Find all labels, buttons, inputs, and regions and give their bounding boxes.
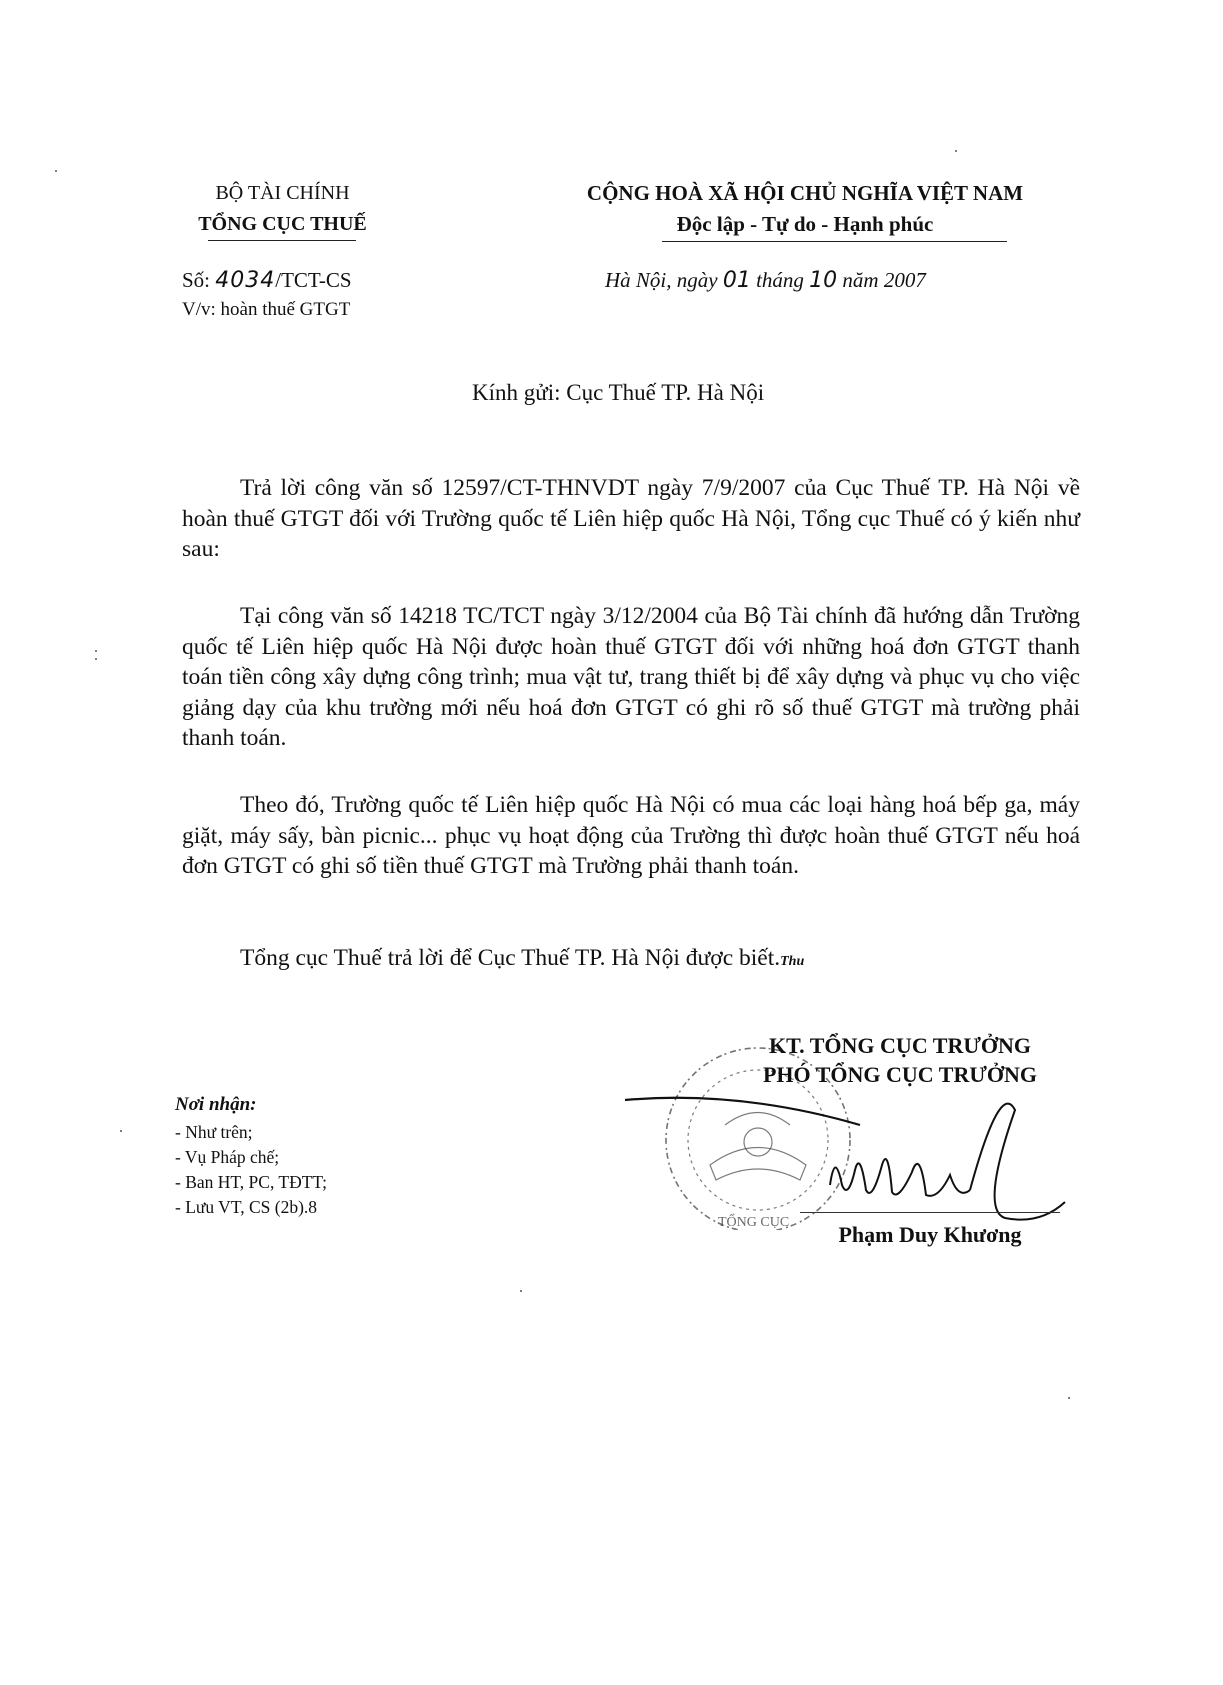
place-date-prefix: Hà Nội, ngày [605,268,723,292]
date-day: 01 [722,268,751,293]
national-motto: Độc lập - Tự do - Hạnh phúc [676,212,934,236]
closing-paragraph [182,943,1080,978]
document-number-suffix: /TCT-CS [275,268,352,292]
signature-title-line-1: KT. TỔNG CỤC TRƯỞNG [769,1033,1031,1058]
place-date [605,268,926,293]
scan-speck [955,150,957,152]
month-label: tháng [750,268,810,292]
signature-underline [800,1212,1060,1213]
scan-speck [95,650,97,652]
body-paragraph: Tại công văn số 14218 TC/TCT ngày 3/12/2004 của Bộ Tài chính đã hướng dẫn Trường quốc tế Liên hiệp quốc Hà Nội được hoàn thuế GTGT đối với những hoá đơn GTGT thanh toán tiền công xây dựng công trình; mua vật tư, trang thiết bị để xây dựng và phục vụ cho việc giảng dạy của khu trường mới nếu hoá đơn GTGT có ghi rõ số thuế GTGT mà trường phải thanh toán. [182,603,1080,752]
document-number-prefix: Số: [182,268,216,292]
scan-speck [1068,1397,1070,1399]
date-month: 10 [809,268,838,293]
department-name: TỔNG CỤC THUẾ [198,213,367,235]
scan-speck [120,1130,122,1132]
body-paragraph: Theo đó, Trường quốc tế Liên hiệp quốc Hà Nội có mua các loại hàng hoá bếp ga, máy giặt, máy sấy, bàn picnic... phục vụ hoạt động của Trường thì được hoàn thuế GTGT nếu hoá đơn GTGT có ghi số tiền thuế GTGT mà Trường phải thanh toán. [182,792,1080,880]
scan-speck [55,170,57,172]
department-underline [208,240,356,241]
recipient-item: - Vụ Pháp chế; [175,1147,280,1167]
signer-name: Phạm Duy Khương [838,1222,1022,1247]
initials-mark: Thu [780,954,805,969]
scan-speck [95,658,97,660]
recipient-line: Kính gửi: Cục Thuế TP. Hà Nội [472,380,765,405]
document-number [182,268,352,293]
signature-title-line-2: PHÓ TỔNG CỤC TRƯỞNG [762,1062,1037,1087]
body-paragraph: Trả lời công văn số 12597/CT-THNVDT ngày 7/9/2007 của Cục Thuế TP. Hà Nội về hoàn thuế GTGT đối với Trường quốc tế Liên hiệp quốc Hà Nội, Tổng cục Thuế có ý kiến như sau: [182,475,1080,563]
motto-underline [662,241,1007,242]
handwritten-signature [620,1090,1070,1240]
recipients-title: Nơi nhận: [175,1094,257,1115]
document-subject: V/v: hoàn thuế GTGT [182,299,351,320]
year-label: năm 2007 [837,268,926,292]
document-number-handwritten: 4034 [215,268,276,293]
recipient-item: - Ban HT, PC, TĐTT; [175,1172,327,1192]
scan-speck [520,1290,522,1292]
closing-text: Tổng cục Thuế trả lời để Cục Thuế TP. Hà Nội được biết. [240,945,781,971]
country-name: CỘNG HOÀ XÃ HỘI CHỦ NGHĨA VIỆT NAM [586,181,1024,205]
ministry-name: BỘ TÀI CHÍNH [215,182,350,204]
seal-text: TỔNG CỤC [718,1215,790,1230]
recipient-item: - Lưu VT, CS (2b).8 [175,1197,318,1217]
recipient-item: - Như trên; [175,1122,253,1142]
